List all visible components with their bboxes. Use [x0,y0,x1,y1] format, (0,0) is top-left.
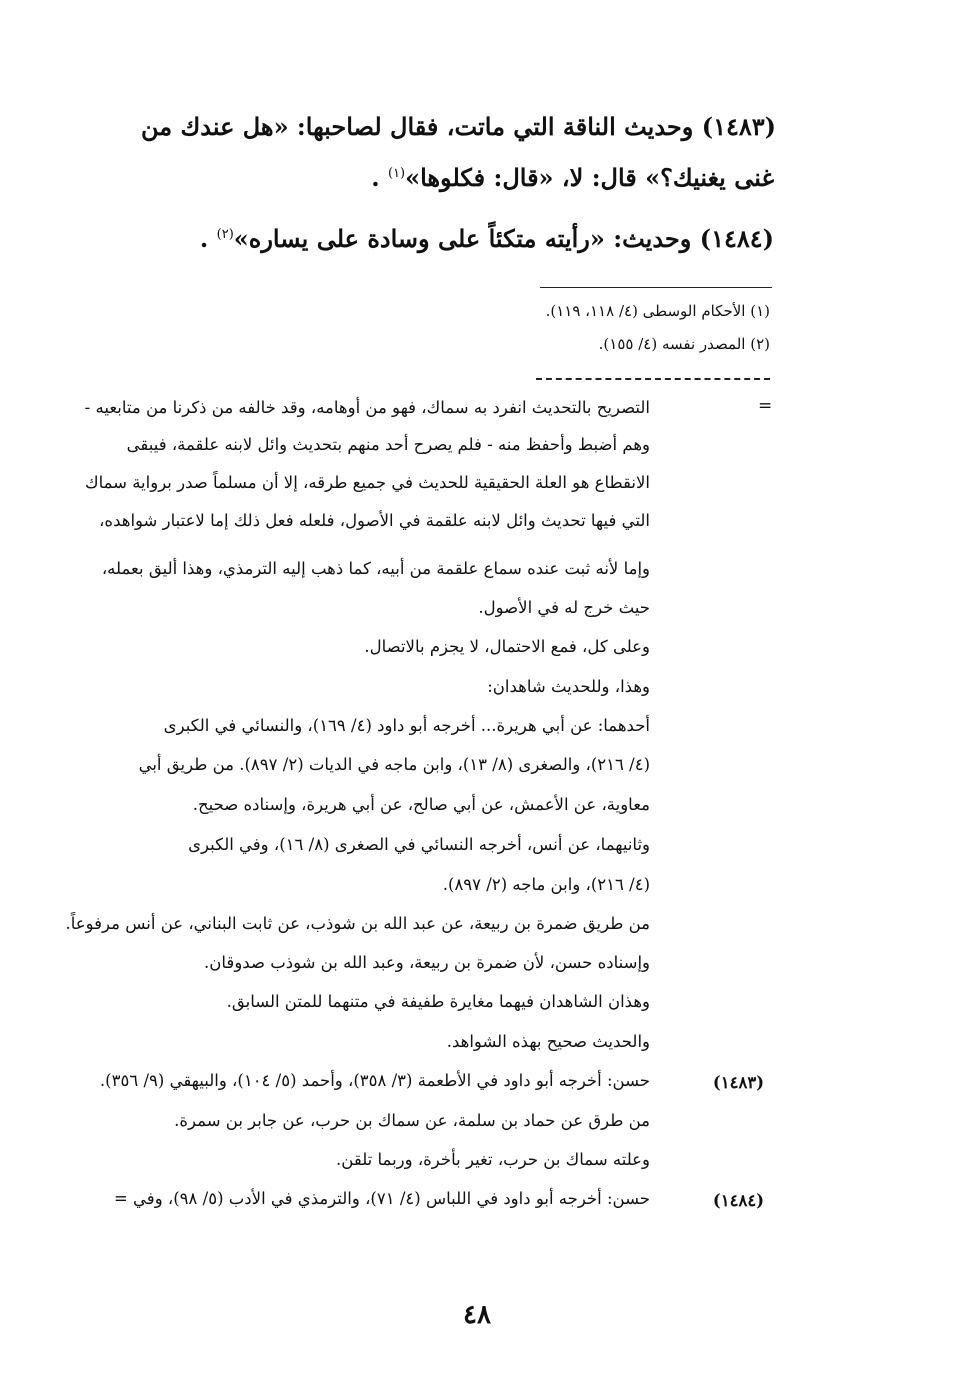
takhrij-line: من طرق عن حماد بن سلمة، عن سماك بن حرب، عن جابر بن سمرة. [174,1111,650,1130]
footnote-1: (١) الأحكام الوسطى (٤/ ١١٨، ١١٩). [545,302,770,320]
commentary-line: التصريح بالتحديث انفرد به سماك، فهو من أوهامه، وقد خالفه من ذكرنا من متابعيه - [84,398,650,417]
hadith-end: . [371,163,380,192]
commentary-line: من طريق ضمرة بن ربيعة، عن عبد الله بن شوذب، عن ثابت البناني، عن أنس مرفوعاً. [65,914,650,933]
commentary-line: وإما لأنه ثبت عنده سماع علقمة من أبيه، كما ذهب إليه الترمذي، وهذا أليق بعمله، [101,559,650,578]
commentary-line: وهذان الشاهدان فيهما مغايرة طفيفة في متنهما للمتن السابق. [226,992,650,1011]
hadith-1483-line-1 [76,112,776,141]
commentary-line: التي فيها تحديث وائل لابنه علقمة في الأصول، فلعله فعل ذلك إما لاعتبار شواهده، [99,511,650,530]
commentary-line: حيث خرج له في الأصول. [478,598,650,617]
takhrij-line: وعلته سماك بن حرب، تغير بأخرة، وربما تلقن. [336,1150,650,1169]
commentary-line: معاوية، عن الأعمش، عن أبي صالح، عن أبي هريرة، وإسناده صحيح. [192,795,650,814]
footnote-2: (٢) المصدر نفسه (٤/ ١٥٥). [598,335,770,353]
takhrij-ref-1484: (١٤٨٤) [712,1191,764,1210]
commentary-line: والحديث صحيح بهذه الشواهد. [446,1032,650,1051]
takhrij-ref-1483: (١٤٨٣) [712,1073,764,1092]
commentary-line: وهم أضبط وأحفظ منه - فلم يصرح أحد منهم بتحديث وائل لابنه علقمة، فيبقى [126,435,650,454]
hadith-number: (١٤٨٣) [701,112,776,141]
hadith-text: وحديث: «رأيته متكئاً على وسادة على يساره» [233,224,692,253]
commentary-line: وثانيهما، عن أنس، أخرجه النسائي في الصغرى (٨/ ١٦)، وفي الكبرى [188,835,650,854]
page-number: ٤٨ [463,1300,491,1330]
commentary-separator [536,378,770,380]
takhrij-line: حسن: أخرجه أبو داود في اللباس (٤/ ٧١)، والترمذي في الأدب (٥/ ٩٨)، وفي = [113,1189,650,1208]
commentary-line: وهذا، وللحديث شاهدان: [487,677,650,696]
takhrij-line: حسن: أخرجه أبو داود في الأطعمة (٣/ ٣٥٨)، وأحمد (٥/ ١٠٤)، والبيهقي (٩/ ٣٥٦). [99,1071,650,1090]
hadith-text: غنى يغنيك؟» قال: لا، «قال: فكلوها» [405,163,774,192]
hadith-1483-line-2 [371,163,774,192]
commentary-line: أحدهما: عن أبي هريرة... أخرجه أبو داود (٤/ ١٦٩)، والنسائي في الكبرى [163,716,650,735]
hadith-1484 [200,224,774,253]
footnote-ref[interactable]: (٢) [216,227,234,242]
footnote-ref[interactable]: (١) [387,166,406,181]
commentary-line: الانقطاع هو العلة الحقيقية للحديث في جميع طرقه، إلا أن مسلماً صدر برواية سماك [84,473,650,492]
hadith-number: (١٤٨٤) [699,224,774,253]
hadith-text: وحديث الناقة التي ماتت، فقال لصاحبها: «هل عندك من [140,112,694,141]
hadith-end: . [199,224,209,253]
commentary-line: (٤/ ٢١٦)، والصغرى (٨/ ١٣)، وابن ماجه في الديات (٢/ ٨٩٧). من طريق أبي [138,755,650,774]
commentary-line: (٤/ ٢١٦)، وابن ماجه (٢/ ٨٩٧). [442,875,650,894]
continuation-mark: = [758,396,773,416]
footnote-separator [540,287,772,288]
commentary-line: وإسناده حسن، لأن ضمرة بن ربيعة، وعبد الله بن شوذب صدوقان. [204,953,650,972]
commentary-line: وعلى كل، فمع الاحتمال، لا يجزم بالاتصال. [364,637,650,656]
